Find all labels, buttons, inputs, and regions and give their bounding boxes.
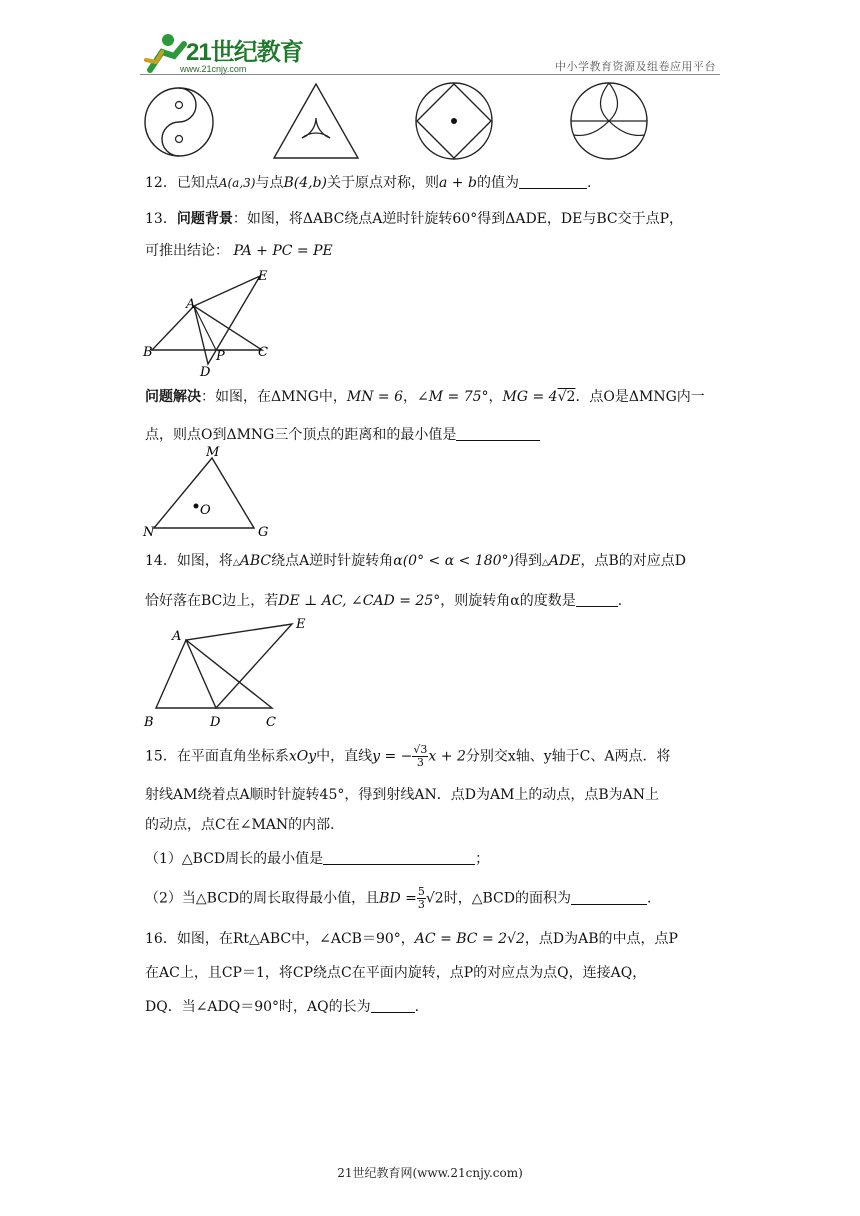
question-15-sub1: （1）△BCD周长的最小值是 ； xyxy=(145,848,489,870)
point-b: B(4,b) xyxy=(283,175,327,191)
answer-blank-12[interactable] xyxy=(519,172,587,189)
figure-13-triangles xyxy=(142,268,282,380)
fig13-label-g: G xyxy=(258,525,269,540)
figure-circle-square xyxy=(412,80,496,162)
logo-url: www.21cnjy.com xyxy=(180,64,247,74)
fig13-label-a: A xyxy=(186,297,196,312)
conclusion: PA + PC = PE xyxy=(233,243,333,259)
question-15-sub2: （2）当△BCD的周长取得最小值，且BD = $\frac{5}{3}$ √2时，△BCD的面积为 . xyxy=(145,885,652,911)
question-13-line2: 可推出结论： PA + PC = PE xyxy=(145,243,333,259)
fig14-label-d: D xyxy=(210,715,221,730)
question-12: 12．已知点A(a,3)与点B(4,b)关于原点对称，则a + b的值为 . xyxy=(145,172,591,194)
fraction-5-3: $\frac{5}{3}$ xyxy=(417,885,425,911)
fraction-sqrt3-3: $\frac{√3}{3}$ xyxy=(413,743,428,769)
header-divider xyxy=(140,74,720,75)
logo-text: 21世纪教育 xyxy=(186,39,303,66)
question-15-line1: 15．在平面直角坐标系xOy中，直线y = − $\frac{√3}{3}$ x + 2分别交x轴、y轴于C、A两点．将 xyxy=(145,743,671,769)
fig13-label-b: B xyxy=(143,345,153,360)
question-15-line2: 射线AM绕着点A顺时针旋转45°，得到射线AN．点D为AM上的动点，点B为AN上 xyxy=(145,787,660,803)
question-13-line1: 13．问题背景：如图，将ΔABC绕点A逆时针旋转60°得到ΔADE，DE与BC交于点P， xyxy=(145,211,684,227)
answer-blank-13[interactable] xyxy=(456,424,540,441)
figure-circle-petals xyxy=(566,80,652,162)
fig14-label-b: B xyxy=(144,715,154,730)
page-header xyxy=(0,0,860,80)
fig13-label-e: E xyxy=(258,269,268,284)
platform-name: 中小学教育资源及组卷应用平台 xyxy=(555,61,716,73)
answer-blank-16[interactable] xyxy=(371,996,415,1013)
question-14-line2: 恰好落在BC边上，若DE ⊥ AC, ∠CAD = 25°，则旋转角α的度数是 . xyxy=(145,590,622,612)
question-14-line1: 14．如图，将△ABC绕点A逆时针旋转角α(0° < α < 180°)得到△ADE，点B的对应点D xyxy=(145,553,686,569)
fig13-label-o: O xyxy=(200,503,211,518)
fig14-label-c: C xyxy=(266,715,276,730)
question-16-line1: 16．如图，在Rt△ABC中，∠ACB＝90°，AC = BC = 2√2，点D为AB的中点，点P xyxy=(145,931,678,947)
fig13-label-d: D xyxy=(200,365,211,380)
figure-triangle-arcs xyxy=(270,82,362,160)
answer-blank-15-1[interactable] xyxy=(323,848,475,865)
question-16-line3: DQ．当∠ADQ＝90°时，AQ的长为 . xyxy=(145,996,419,1018)
answer-blank-15-2[interactable] xyxy=(571,888,647,905)
question-13-line4: 点，则点O到ΔMNG三个顶点的距离和的最小值是 xyxy=(145,424,540,446)
page-footer: 21世纪教育网(www.21cnjy.com) xyxy=(337,1166,523,1180)
question-15-line3: 的动点，点C在∠MAN的内部． xyxy=(145,817,345,833)
fig14-label-e: E xyxy=(296,617,306,632)
figure-taiji xyxy=(142,82,216,160)
point-a: A(a,3) xyxy=(218,176,256,190)
fig13-label-c: C xyxy=(258,345,268,360)
fig14-label-a: A xyxy=(172,629,182,644)
figure-14-triangles xyxy=(142,614,322,730)
fig13-label-m: M xyxy=(206,445,220,460)
fig13-label-p: P xyxy=(216,349,225,364)
answer-blank-14[interactable] xyxy=(576,590,618,607)
question-16-line2: 在AC上，且CP＝1，将CP绕点C在平面内旋转，点P的对应点为点Q，连接AQ， xyxy=(145,965,647,981)
question-13-line3: 问题解决：如图，在ΔMNG中，MN = 6，∠M = 75°，MG = 4√2．点O是ΔMNG内一 xyxy=(145,389,705,405)
fig13-label-n: N xyxy=(143,525,155,540)
figure-13-mng xyxy=(142,444,272,540)
